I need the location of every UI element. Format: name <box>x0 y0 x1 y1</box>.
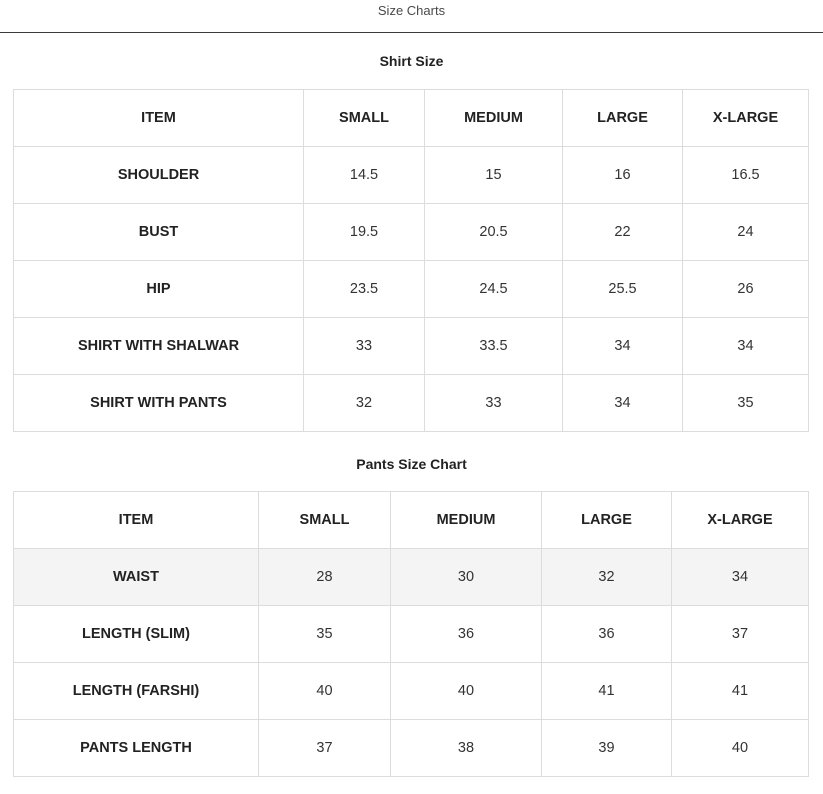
table-row <box>14 147 809 204</box>
table-cell: 30 <box>391 549 542 606</box>
row-label: SHIRT WITH SHALWAR <box>14 318 304 375</box>
table-row <box>14 261 809 318</box>
column-header-item: ITEM <box>14 90 304 147</box>
table-cell: 14.5 <box>304 147 425 204</box>
table-cell: 26 <box>683 261 809 318</box>
pants-size-table <box>13 491 809 777</box>
column-header-item: ITEM <box>14 492 259 549</box>
table-row <box>14 720 809 777</box>
table-cell: 41 <box>542 663 672 720</box>
table-cell: 40 <box>391 663 542 720</box>
column-header-medium: MEDIUM <box>391 492 542 549</box>
table-cell: 34 <box>672 549 809 606</box>
pants-size-title: Pants Size Chart <box>356 456 467 472</box>
table-cell: 28 <box>259 549 391 606</box>
column-header-medium: MEDIUM <box>425 90 563 147</box>
table-cell: 16 <box>563 147 683 204</box>
table-cell: 34 <box>683 318 809 375</box>
row-label: WAIST <box>14 549 259 606</box>
table-row <box>14 606 809 663</box>
row-label: BUST <box>14 204 304 261</box>
column-header-x-large: X-LARGE <box>672 492 809 549</box>
table-cell: 35 <box>259 606 391 663</box>
row-label: SHOULDER <box>14 147 304 204</box>
table-cell: 33 <box>304 318 425 375</box>
table-row <box>14 318 809 375</box>
table-cell: 34 <box>563 318 683 375</box>
page-title: Size Charts <box>377 3 446 18</box>
table-cell: 33.5 <box>425 318 563 375</box>
column-header-x-large: X-LARGE <box>683 90 809 147</box>
table-cell: 39 <box>542 720 672 777</box>
table-row <box>14 663 809 720</box>
table-header-row <box>14 90 809 147</box>
table-cell: 37 <box>259 720 391 777</box>
shirt-size-table <box>13 89 809 432</box>
table-cell: 16.5 <box>683 147 809 204</box>
table-cell: 24 <box>683 204 809 261</box>
table-cell: 41 <box>672 663 809 720</box>
row-label: LENGTH (SLIM) <box>14 606 259 663</box>
table-cell: 37 <box>672 606 809 663</box>
table-cell: 36 <box>542 606 672 663</box>
table-cell: 40 <box>259 663 391 720</box>
row-label: LENGTH (FARSHI) <box>14 663 259 720</box>
table-cell: 35 <box>683 375 809 432</box>
row-label: PANTS LENGTH <box>14 720 259 777</box>
row-label: HIP <box>14 261 304 318</box>
table-row <box>14 204 809 261</box>
column-header-large: LARGE <box>542 492 672 549</box>
shirt-size-title: Shirt Size <box>379 53 444 69</box>
page-header <box>0 0 823 33</box>
table-cell: 19.5 <box>304 204 425 261</box>
table-cell: 32 <box>304 375 425 432</box>
table-cell: 32 <box>542 549 672 606</box>
table-row <box>14 375 809 432</box>
column-header-small: SMALL <box>259 492 391 549</box>
table-cell: 22 <box>563 204 683 261</box>
column-header-small: SMALL <box>304 90 425 147</box>
row-label: SHIRT WITH PANTS <box>14 375 304 432</box>
table-cell: 23.5 <box>304 261 425 318</box>
table-header-row <box>14 492 809 549</box>
table-cell: 36 <box>391 606 542 663</box>
table-cell: 24.5 <box>425 261 563 318</box>
table-cell: 25.5 <box>563 261 683 318</box>
column-header-large: LARGE <box>563 90 683 147</box>
table-cell: 15 <box>425 147 563 204</box>
table-cell: 33 <box>425 375 563 432</box>
table-cell: 34 <box>563 375 683 432</box>
table-cell: 20.5 <box>425 204 563 261</box>
table-cell: 38 <box>391 720 542 777</box>
table-cell: 40 <box>672 720 809 777</box>
table-row <box>14 549 809 606</box>
